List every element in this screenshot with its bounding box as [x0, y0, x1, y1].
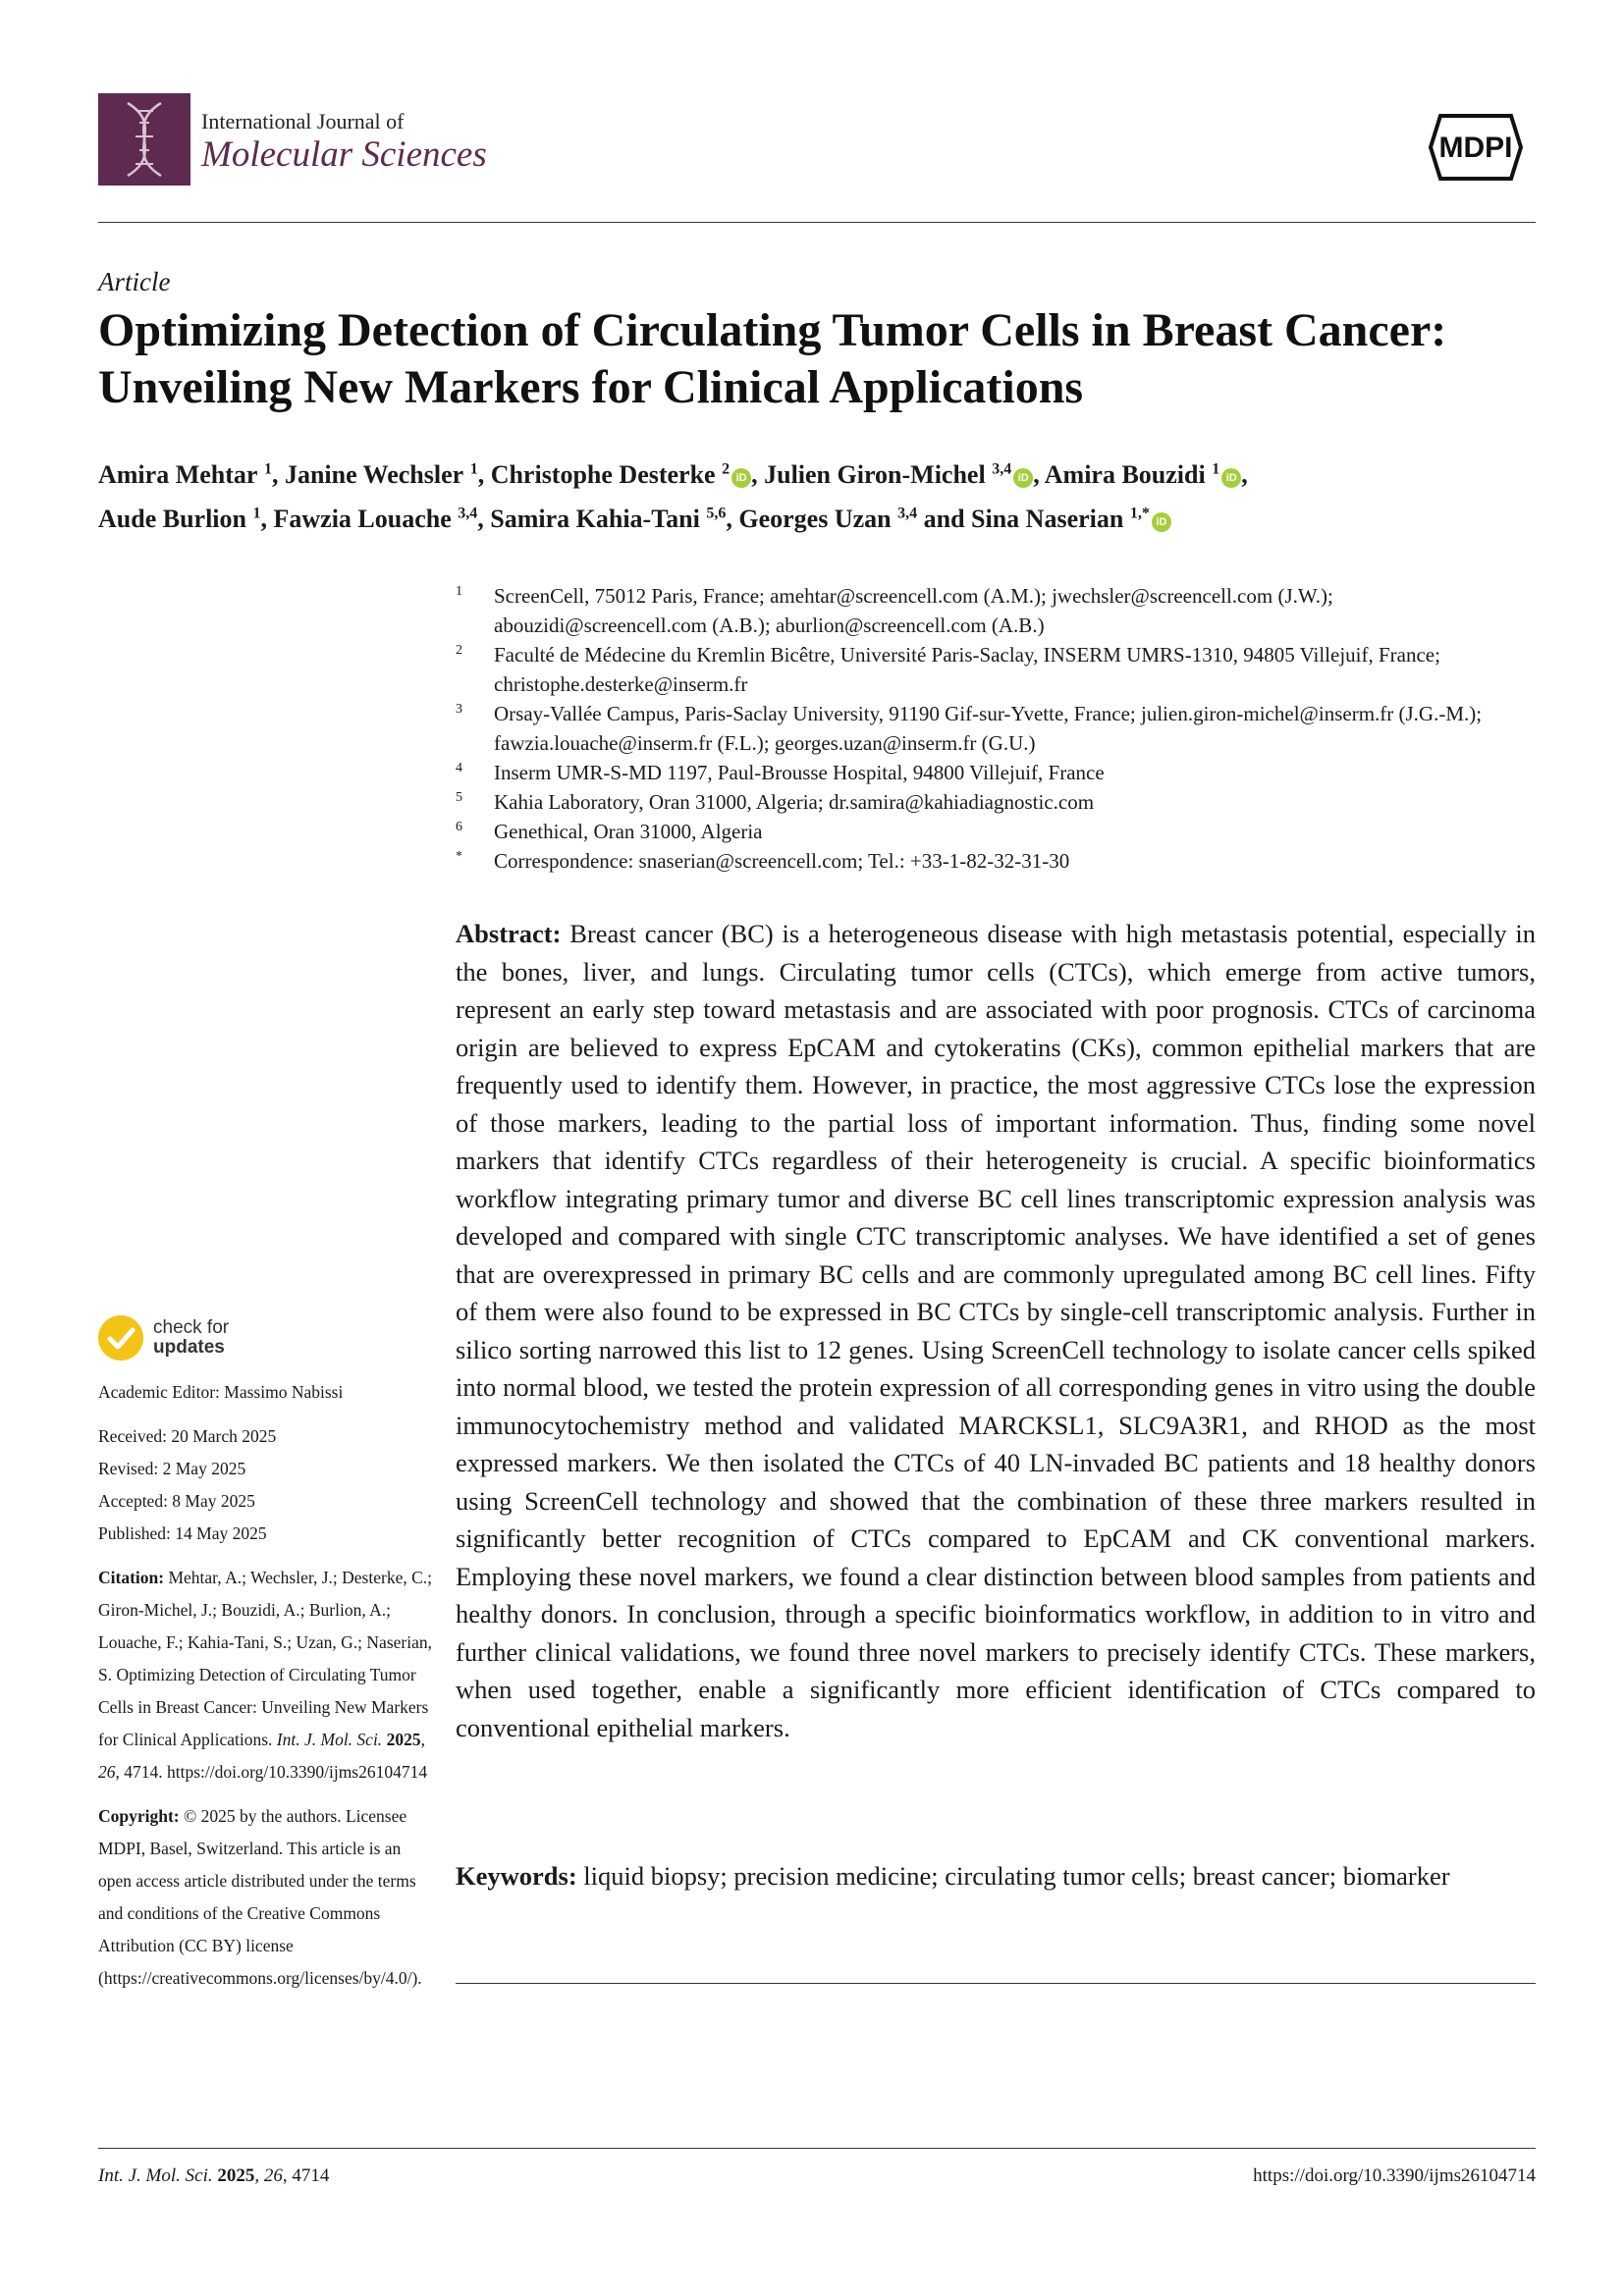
keywords — [456, 1857, 1536, 1896]
author-separator: , — [1033, 459, 1045, 489]
author-name: Amira Bouzidi — [1044, 459, 1206, 489]
citation-doi[interactable]: , 4714. https://doi.org/10.3390/ijms26104714 — [115, 1762, 428, 1782]
author-separator: , — [477, 505, 491, 534]
author-5 — [98, 505, 274, 533]
affiliation-text: Orsay-Vallée Campus, Paris-Saclay University, 91190 Gif-sur-Yvette, France; julien.giron-michel@inserm.fr (J.G.-M.); fawzia.louache@inserm.fr (F.L.); georges.uzan@inserm.fr (G.U.) — [494, 702, 1483, 755]
revised-date: Revised: 2 May 2025 — [98, 1459, 246, 1478]
author-4 — [1045, 460, 1248, 489]
affiliation-list — [454, 581, 1543, 876]
orcid-icon[interactable]: iD — [1013, 468, 1033, 488]
citation-year: 2025 — [386, 1730, 421, 1749]
author-6 — [274, 505, 491, 533]
author-affiliation-sup: 1 — [252, 505, 261, 522]
article-info-sidebar — [98, 1376, 432, 1995]
abstract — [456, 915, 1536, 1746]
author-affiliation-sup: 1 — [469, 460, 478, 477]
affiliation-item — [454, 758, 1543, 787]
author-name: Janine Wechsler — [284, 459, 464, 489]
affiliation-item — [454, 846, 1543, 876]
author-name: Samira Kahia-Tani — [490, 505, 700, 534]
article-title: Optimizing Detection of Circulating Tumor Cells in Breast Cancer: Unveiling New Markers for Clinical Applications — [98, 304, 1447, 413]
author-name: Georges Uzan — [738, 505, 892, 534]
keywords-rule — [456, 1983, 1536, 1984]
affiliation-text: Kahia Laboratory, Oran 31000, Algeria; dr.samira@kahiadiagnostic.com — [494, 790, 1095, 814]
copyright-label: Copyright: — [98, 1806, 180, 1826]
author-3 — [764, 460, 1045, 489]
author-affiliation-sup: 3,4 — [458, 505, 478, 522]
author-separator: , — [477, 459, 491, 489]
citation-journal: Int. J. Mol. Sci. — [276, 1730, 383, 1749]
accepted-date: Accepted: 8 May 2025 — [98, 1491, 255, 1511]
author-2 — [491, 460, 764, 489]
academic-editor: Academic Editor: Massimo Nabissi — [98, 1382, 344, 1402]
author-name: Christophe Desterke — [490, 459, 716, 489]
footer-citation: Int. J. Mol. Sci. 2025, 26, 4714 — [98, 2165, 330, 2186]
affiliation-text: Faculté de Médecine du Kremlin Bicêtre, Université Paris-Saclay, INSERM UMRS-1310, 94805 Villejuif, France; christophe.desterke@inserm.fr — [494, 643, 1440, 696]
abstract-text: Breast cancer (BC) is a heterogeneous disease with high metastasis potential, especially in the bones, liver, and lungs. Circulating tumor cells (CTCs), which emerge from active tumors, represent an early step toward metastasis and are associated with poor prognosis. CTCs of carcinoma origin are believed to express EpCAM and cytokeratins (CKs), common epithelial markers that are frequently used to identify them. However, in practice, the most aggressive CTCs lose the expression of those markers, leading to the partial loss of important information. Thus, finding some novel markers that identify CTCs regardless of their heterogeneity is crucial. A specific bioinformatics workflow integrating primary tumor and diverse BC cell lines transcriptomic expression analysis was developed and compared with single CTC transcriptomic analyses. We have identified a set of genes that are overexpressed in primary BC cells and are commonly upregulated among BC cell lines. Fifty of them were also found to be expressed in BC CTCs by single-cell transcriptomic analysis. Further in silico sorting narrowed this list to 12 genes. Using ScreenCell technology to isolate cancer cells spiked into normal blood, we tested the protein expression of all corresponding genes in vitro using the double immunocytochemistry method and validated MARCKSL1, SLC9A3R1, and RHOD as the most expressed markers. We then isolated the CTCs of 40 LN-invaded BC patients and 18 healthy donors using ScreenCell technology and showed that the combination of these three markers resulted in significantly better recognition of CTCs compared to EpCAM and CK conventional markers. Employing these novel markers, we found a clear distinction between blood samples from patients and healthy donors. In conclusion, through a specific bioinformatics workflow, in addition to in vitro and further clinical validations, we found three novel markers to precisely identify CTCs. These markers, when used together, enable a significantly more efficient identification of CTCs compared to conventional epithelial markers. — [456, 919, 1537, 1742]
keywords-text: liquid biopsy; precision medicine; circulating tumor cells; breast cancer; biomarker — [583, 1861, 1450, 1891]
footer-journal: Int. J. Mol. Sci. — [98, 2165, 213, 2186]
author-affiliation-sup: 1,* — [1129, 505, 1150, 522]
affiliation-item — [454, 640, 1543, 699]
copyright — [98, 1800, 432, 1995]
journal-name-small: International Journal of — [201, 109, 405, 133]
affiliation-item — [454, 787, 1543, 817]
author-affiliation-sup: 1 — [1212, 460, 1220, 477]
affiliation-number: 1 — [456, 584, 462, 599]
affiliation-text: Genethical, Oran 31000, Algeria — [494, 820, 763, 843]
check-updates-icon — [98, 1315, 143, 1361]
author-0 — [98, 460, 285, 489]
check-updates-line1: check for — [153, 1317, 230, 1338]
author-1 — [285, 460, 491, 489]
dna-helix-icon — [98, 93, 190, 186]
author-7 — [490, 505, 738, 533]
check-updates-line2: updates — [153, 1337, 225, 1358]
journal-name-big: Molecular Sciences — [201, 134, 487, 176]
affiliation-number: 4 — [456, 761, 462, 775]
orcid-icon[interactable]: iD — [1152, 512, 1171, 532]
author-separator: and — [917, 505, 972, 534]
affiliation-number: 3 — [456, 702, 462, 717]
author-affiliation-sup: 3,4 — [992, 460, 1012, 477]
citation: Citation: Mehtar, A.; Wechsler, J.; Desterke, C.; Giron-Michel, J.; Bouzidi, A.; Burlion, A.; Louache, F.; Kahia-Tani, S.; Uzan, G.; Naserian, S. Optimizing Detection of Circulating Tumor Cells in Breast Cancer: Unveiling New Markers for Clinical Applications. Int. J. Mol. Sci. 2025, 26, 4714. https://doi.org/10.3390/ijms26104714 — [98, 1568, 432, 1782]
author-separator: , — [260, 505, 274, 534]
mdpi-logo-icon — [1417, 110, 1535, 185]
article-type: Article — [98, 267, 171, 296]
journal-logo — [98, 93, 190, 186]
footer-volume: 26 — [263, 2165, 283, 2186]
citation-label: Citation: — [98, 1568, 165, 1587]
author-separator: , — [1241, 459, 1248, 489]
author-8 — [738, 505, 971, 533]
affiliation-number: 6 — [456, 820, 462, 834]
footer-doi-link[interactable]: https://doi.org/10.3390/ijms26104714 — [1253, 2165, 1536, 2186]
author-affiliation-sup: 3,4 — [897, 505, 918, 522]
author-separator: , — [751, 459, 765, 489]
publisher-logo — [1417, 110, 1535, 185]
published-date: Published: 14 May 2025 — [98, 1523, 267, 1543]
citation-text: Mehtar, A.; Wechsler, J.; Desterke, C.; Giron-Michel, J.; Bouzidi, A.; Burlion, A.; Louache, F.; Kahia-Tani, S.; Uzan, G.; Naserian, S. Optimizing Detection of Circulating Tumor Cells in Breast Cancer: Unveiling New Markers for Clinical Applications. — [98, 1568, 432, 1749]
check-for-updates-button[interactable] — [98, 1315, 229, 1364]
affiliation-item — [454, 699, 1543, 758]
check-updates-text — [153, 1318, 229, 1358]
received-date: Received: 20 March 2025 — [98, 1426, 277, 1446]
author-name: Fawzia Louache — [273, 505, 452, 534]
abstract-label: Abstract: — [456, 919, 562, 948]
citation-volume: 26 — [98, 1762, 116, 1782]
affiliation-number: 2 — [456, 643, 462, 658]
author-affiliation-sup: 2 — [722, 460, 731, 477]
footer-year: 2025 — [217, 2165, 255, 2186]
affiliation-number: 5 — [456, 790, 462, 805]
affiliation-number: * — [456, 849, 462, 864]
orcid-icon[interactable]: iD — [731, 468, 751, 488]
author-name: Julien Giron-Michel — [764, 459, 986, 489]
footer-rule — [98, 2148, 1536, 2149]
author-list — [98, 450, 1532, 539]
author-name: Sina Naserian — [971, 505, 1124, 534]
affiliation-text: Correspondence: snaserian@screencell.com; Tel.: +33-1-82-32-31-30 — [494, 849, 1070, 873]
keywords-label: Keywords: — [456, 1861, 577, 1891]
author-affiliation-sup: 5,6 — [706, 505, 727, 522]
author-name: Aude Burlion — [98, 505, 246, 534]
affiliation-item — [454, 581, 1543, 640]
affiliation-text: Inserm UMR-S-MD 1197, Paul-Brousse Hospital, 94800 Villejuif, France — [494, 761, 1105, 784]
author-name: Amira Mehtar — [98, 459, 258, 489]
publisher-name: MDPI — [1438, 132, 1513, 164]
footer-article: , 4714 — [282, 2165, 330, 2186]
affiliation-item — [454, 817, 1543, 846]
author-9 — [971, 505, 1171, 533]
copyright-text: © 2025 by the authors. Licensee MDPI, Basel, Switzerland. This article is an open access article distributed under the terms and conditions of the Creative Commons Attribution (CC BY) license (https://creativecommons.org/licenses/by/4.0/). — [98, 1806, 422, 1988]
author-separator: , — [271, 459, 285, 489]
journal-name — [201, 110, 487, 175]
orcid-icon[interactable]: iD — [1221, 468, 1241, 488]
author-affiliation-sup: 1 — [263, 460, 272, 477]
author-separator: , — [726, 505, 739, 534]
affiliation-text: ScreenCell, 75012 Paris, France; amehtar@screencell.com (A.M.); jwechsler@screencell.com (J.W.); abouzidi@screencell.com (A.B.); aburlion@screencell.com (A.B.) — [494, 584, 1333, 637]
header-rule — [98, 222, 1536, 223]
